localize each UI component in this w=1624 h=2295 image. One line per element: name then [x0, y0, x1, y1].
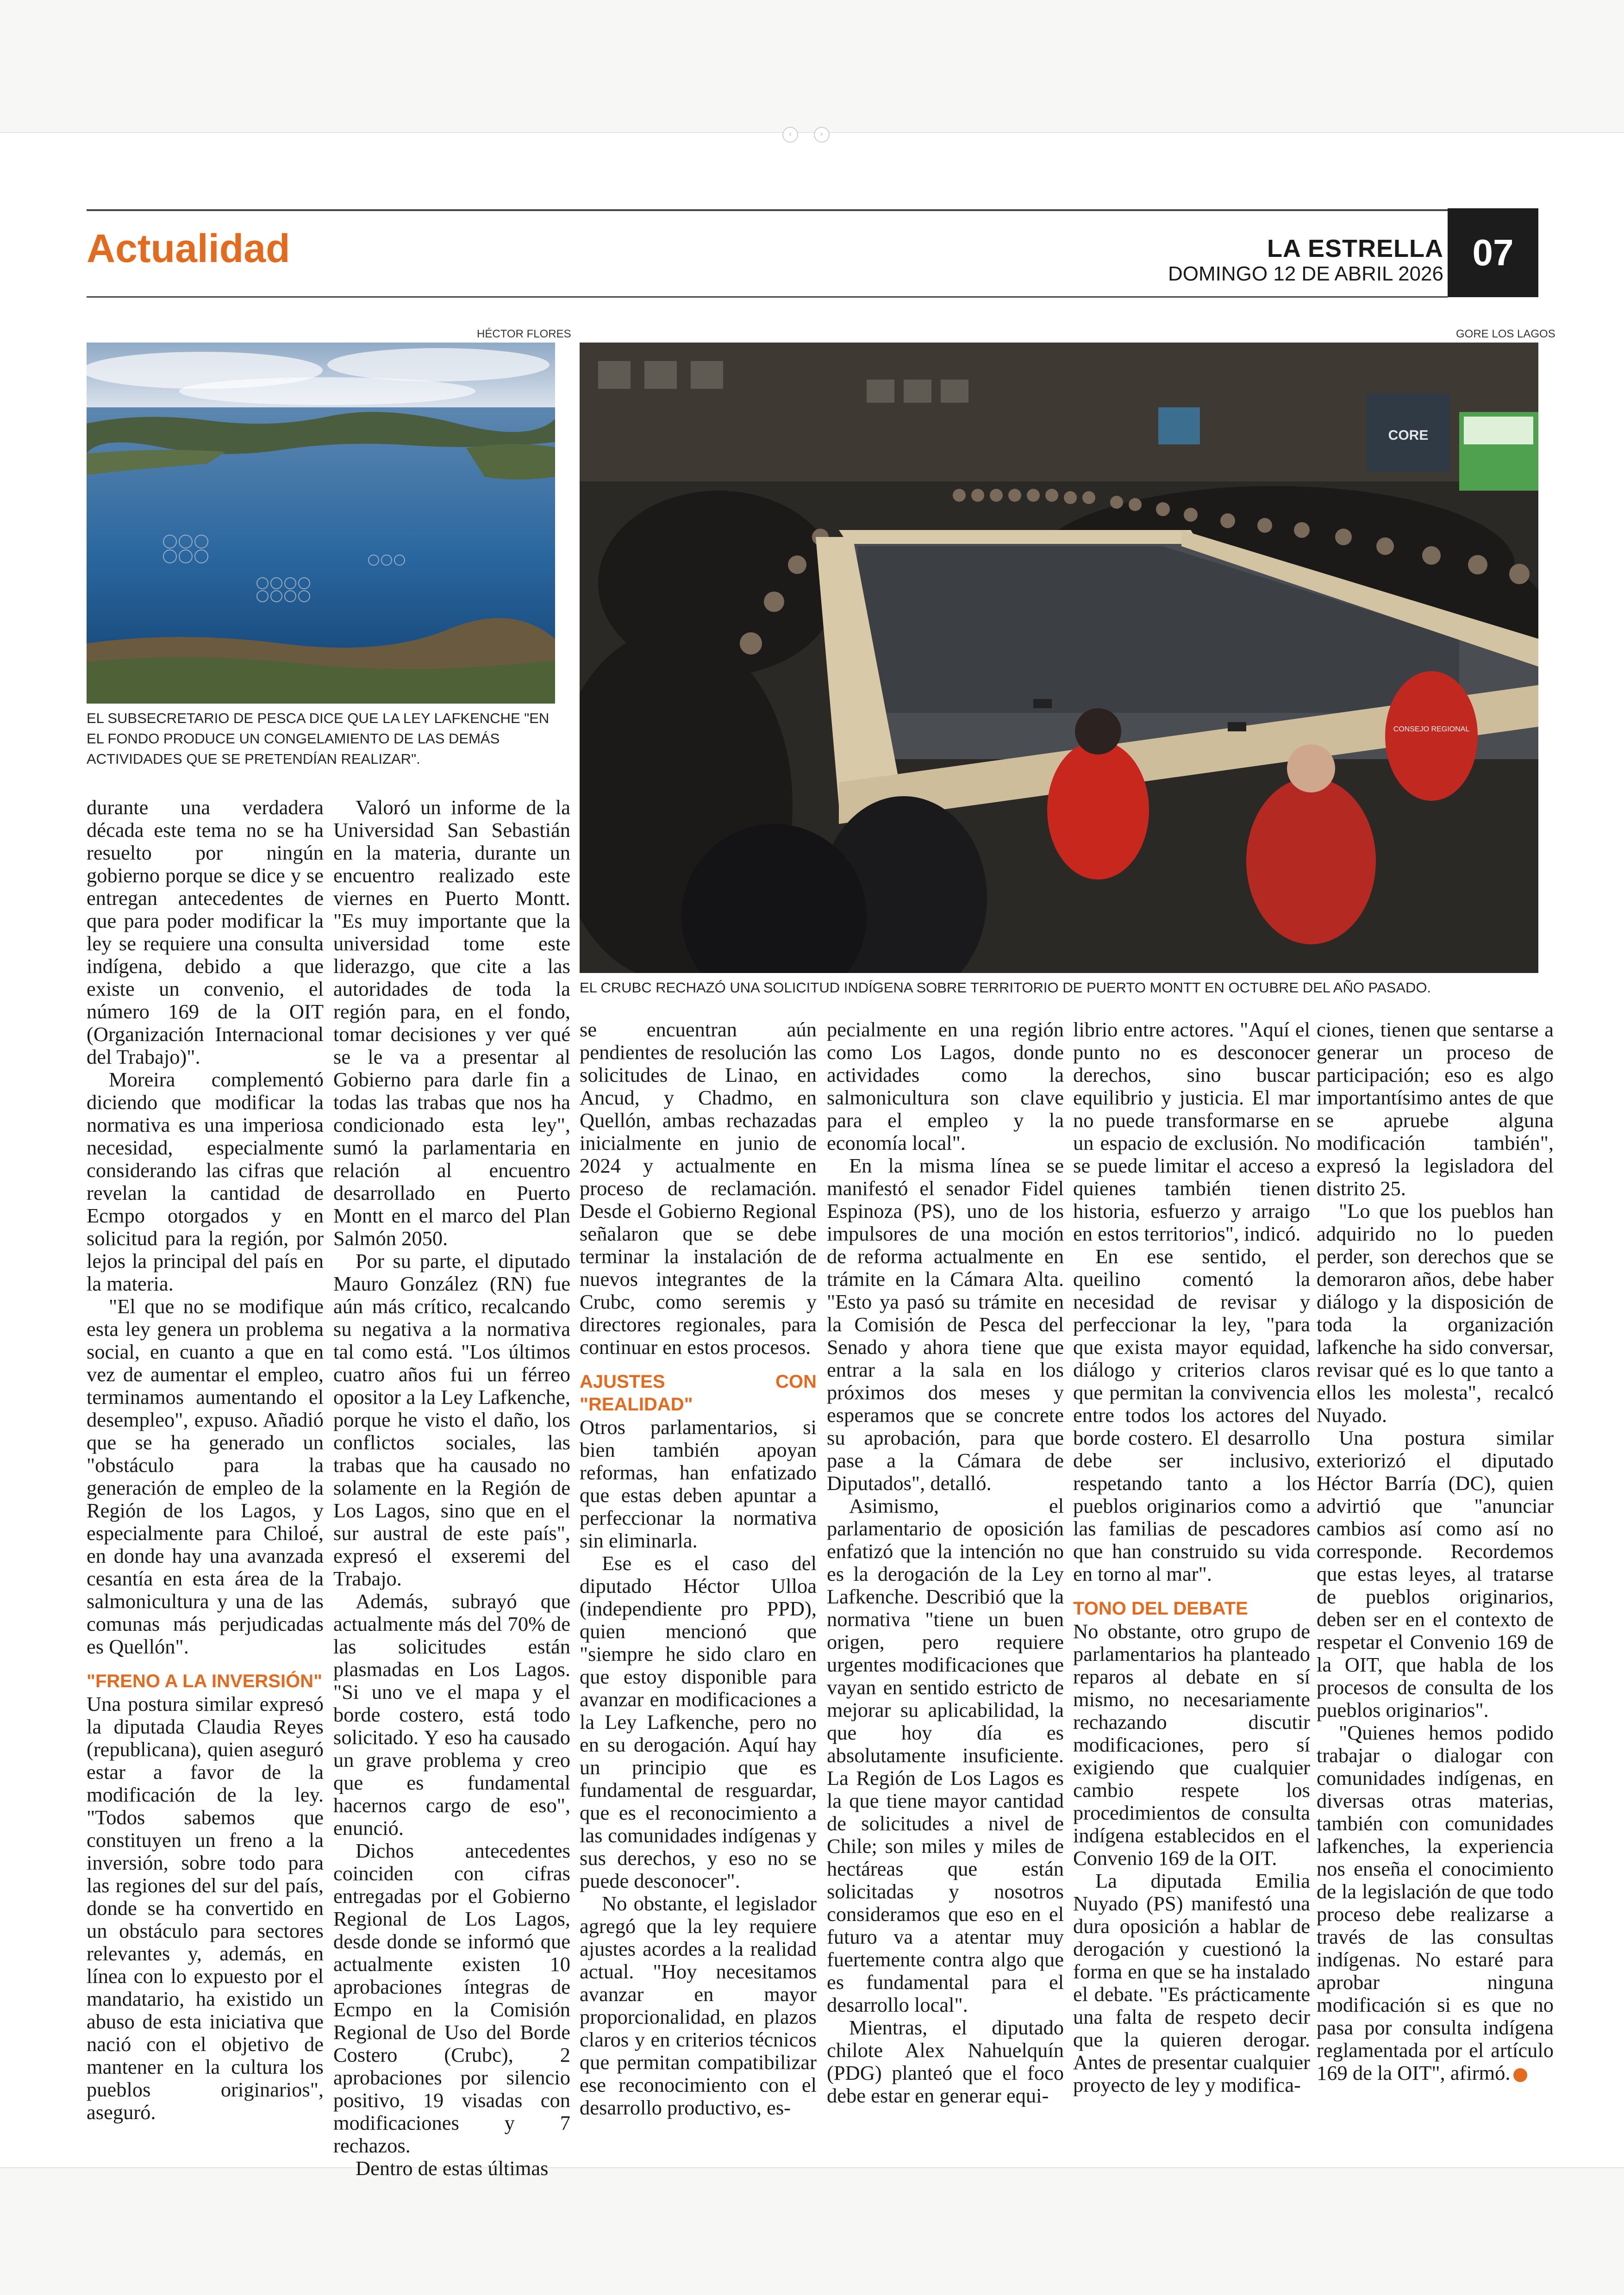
screen-text: CORE: [1388, 428, 1429, 443]
paragraph: En ese sentido, el queilino comentó la necesidad de revisar y perfeccionar la ley, "para que exista mayor equidad, diálogo y criterios claros que permitan la convivencia entre todos los actores del borde costero. El desarrollo debe ser inclusivo, respetando tanto a los pueblos originarios como a las familias de pescadores que han construido su vida en torno al mar".: [1073, 1245, 1310, 1585]
article-end-icon: +: [1513, 2068, 1527, 2082]
section-title: Actualidad: [87, 226, 290, 271]
council-meeting-illustration: [580, 343, 1538, 973]
paragraph: Una postura similar expresó la diputada Claudia Reyes (republicana), quien aseguró estar a favor de la modificación de la ley. "Todos sabemos que constituyen un freno a la inversión, sobre todo para las regiones del sur del país, donde se ha convertido en un obstáculo para sectores relevantes y, además, en línea con lo expuesto por el mandatario, ha existido un abuso de esta iniciativa que nació con el objetivo de mantener en la cultura los pueblos originarios", aseguró.: [87, 1692, 324, 2124]
article-column-3: [580, 1018, 817, 2119]
paragraph: Valoró un informe de la Universidad San Sebastián en la materia, durante un encuentro realizado este viernes en Puerto Montt. "Es muy importante que la universidad tome este liderazgo, que cite a las autoridades de toda la región para, en el fondo, tomar decisiones y ver qué se le va a presentar al Gobierno para darle fin a todas las trabas que nos ha condicionado esta ley", sumó la parlamentaria en relación al encuentro desarrollado en Puerto Montt en el marco del Plan Salmón 2050.: [333, 796, 570, 1250]
paragraph: Ese es el caso del diputado Héctor Ulloa (independiente pro PPD), quien mencionó que "siempre he sido claro en que estoy disponible para avanzar en modificaciones a la Ley Lafkenche, pero no en su derogación. Aquí hay un principio que es fundamental de resguardar, que es el reconocimiento a las comunidades indígenas y sus derechos, y eso no se puede desconocer".: [580, 1552, 817, 1892]
paragraph: durante una verdadera década este tema no se ha resuelto por ningún gobierno porque se dice y se entregan antecedentes de que para poder modificar la ley se requiere una consulta indígena, debido a que existe un convenio, el número 169 de la OIT (Organización Internacional del Trabajo)".: [87, 796, 324, 1068]
jacket-text: CONSEJO REGIONAL: [1393, 725, 1470, 733]
photo-left-caption: EL SUBSECRETARIO DE PESCA DICE QUE LA LEY LAFKENCHE "EN EL FONDO PRODUCE UN CONGELAMIENTO DE LAS DEMÁS ACTIVIDADES QUE SE PRETENDÍAN REALIZAR".: [87, 710, 550, 767]
article-column-1: [87, 796, 324, 2124]
paragraph: Dentro de estas últimas: [356, 2157, 549, 2180]
paragraph: Una postura similar exteriorizó el diputado Héctor Barría (DC), quien advirtió que "anunciar cambios así como así no corresponde. Recordemos que estas leyes, al tratarse de pueblos originarios, deben ser en el contexto de respetar el Convenio 169 de la OIT, que habla de los procesos de consulta de los pueblos originarios".: [1317, 1426, 1554, 1721]
council-meeting-photo: [580, 343, 1538, 973]
paragraph: Por su parte, el diputado Mauro González (RN) fue aún más crítico, recalcando su negativa a la normativa tal como está. "Los últimos cuatro años fui un férreo opositor a la Ley Lafkenche, porque he visto el daño, los conflictos sociales, las trabas que ha causado no solamente en la Región de Los Lagos, sino que en el sur austral de este país", expresó el exseremi del Trabajo.: [333, 1249, 570, 1590]
paragraph: "El que no se modifique esta ley genera un problema social, en cuanto a que en vez de aumentar el empleo, terminamos aumentando el desempleo", expuso. Añadió que se ha generado un "obstáculo para la generación de empleo de la Región de los Lagos, y especialmente para Chiloé, en donde hay una avanzada cesantía en esta área de la salmonicultura y una de las comunas más perjudicadas es Quellón".: [87, 1295, 324, 1658]
next-page-button[interactable]: ›: [814, 127, 830, 143]
paragraph: La diputada Emilia Nuyado (PS) manifestó una dura oposición a hablar de derogación y cuestionó la forma en que se ha instalado el debate. "Es prácticamente una falta de respeto decir que la quieren derogar. Antes de presentar cualquier proyecto de ley y modifica-: [1073, 1869, 1310, 2096]
subheading-tono-debate: TONO DEL DEBATE: [1073, 1598, 1248, 1619]
page-number: 07: [1448, 208, 1538, 297]
paragraph: En la misma línea se manifestó el senador Fidel Espinoza (PS), uno de los impulsores de una moción de reforma actualmente en trámite en la Cámara Alta. "Esto ya pasó su trámite en la Comisión de Pesca del Senado y ahora tiene que entrar a la sala en los próximos dos meses y esperamos que se concrete su aprobación, para que pase a la Cámara de Diputados", detalló.: [827, 1154, 1064, 1495]
newspaper-name: LA ESTRELLA: [1267, 235, 1443, 262]
paragraph: [1317, 1721, 1554, 2084]
article-column-2: [333, 796, 570, 2180]
paragraph: "Lo que los pueblos han adquirido no lo pueden perder, son derechos que se demoraron años, debe haber diálogo y la disposición de toda la organización lafkenche ha sido conversar, revisar qué es lo que tanto a ellos les molesta", recalcó Nuyado.: [1317, 1199, 1554, 1427]
paragraph: Dichos antecedentes coinciden con cifras entregadas por el Gobierno Regional de Los Lagos, desde donde se informó que actualmente existen 10 aprobaciones íntegras de Ecmpo en la Comisión Regional de Uso del Borde Costero (Crubc), 2 aprobaciones por silencio positivo, 19 visadas con modificaciones y 7 rechazos.: [333, 1839, 570, 2157]
article-column-6: [1317, 1018, 1554, 2084]
paragraph: Además, subrayó que actualmente más del 70% de las solicitudes están plasmadas en Los Lagos. "Si uno ve el mapa y el borde costero, está todo solicitado. Y eso ha causado un grave problema y creo que es fundamental hacernos cargo de eso", enunció.: [333, 1590, 570, 1840]
article-column-4: [827, 1018, 1064, 2107]
paragraph: No obstante, otro grupo de parlamentarios ha planteado reparos al debate en sí mismo, no necesariamente rechazando discutir modificaciones, pero sí exigiendo que cualquier cambio respete los procedimientos de consulta indígena establecidos en el Convenio 169 de la OIT.: [1073, 1620, 1310, 1870]
paragraph: pecialmente en una región como Los Lagos, donde actividades como la salmonicultura son clave para el empleo y la economía local".: [827, 1018, 1064, 1154]
subheading-ajustes-realidad: AJUSTES CON "REALIDAD": [580, 1372, 817, 1415]
masthead: [1168, 235, 1443, 286]
header-rule-bottom: [87, 296, 1448, 298]
photo-main-credit: GORE LOS LAGOS: [1456, 328, 1555, 340]
paragraph: se encuentran aún pendientes de resolución las solicitudes de Linao, en Ancud, y Chadmo, en Quellón, ambas rechazadas inicialmente en junio de 2024 y actualmente en proceso de reclamación. Desde el Gobierno Regional señalaron que se debe terminar la instalación de nuevos integrantes de la Crubc, como seremis y directores regionales, para continuar en estos procesos.: [580, 1018, 817, 1359]
issue-date: DOMINGO 12 DE ABRIL 2026: [1168, 262, 1443, 285]
paragraph-text: "Quienes hemos podido trabajar o dialogar con comunidades indígenas, en diversas otras materias, también con comunidades lafkenches, la experiencia nos enseña el conocimiento de la legislación de que todo proceso debe realizarse a través de las consultas indígenas. No estaré para aprobar ninguna modificación si es que no pasa por consulta indígena reglamentada por el artículo 169 de la OIT", afirmó.: [1317, 1721, 1554, 2084]
photo-main-caption: EL CRUBC RECHAZÓ UNA SOLICITUD INDÍGENA SOBRE TERRITORIO DE PUERTO MONTT EN OCTUBRE DEL AÑO PASADO.: [580, 979, 1431, 996]
previous-page-button[interactable]: ‹: [782, 127, 798, 143]
paragraph: librio entre actores. "Aquí el punto no es desconocer derechos, sino buscar equilibrio y justicia. El mar no puede transformarse en un espacio de exclusión. No se puede limitar el acceso a quienes también tienen historia, esfuerzo y arraigo en estos territorios", indicó.: [1073, 1018, 1310, 1245]
paragraph: Mientras, el diputado chilote Alex Nahuelquín (PDG) planteó que el foco debe estar en generar equi-: [827, 2016, 1064, 2107]
header-rule-top: [87, 209, 1448, 211]
paragraph: Moreira complementó diciendo que modificar la normativa es una imperiosa necesidad, especialmente considerando las cifras que revelan la cantidad de Ecmpo otorgados y en solicitud para la región, por lejos la principal del país en la materia.: [87, 1068, 324, 1295]
page-navigation: [782, 127, 830, 143]
aerial-coast-photo: [87, 343, 555, 704]
subheading-freno-inversion: "FRENO A LA INVERSIÓN": [87, 1671, 323, 1691]
aerial-coast-illustration: [87, 343, 555, 704]
photo-left-credit: HÉCTOR FLORES: [477, 328, 571, 340]
article-column-5: [1073, 1018, 1310, 2096]
paragraph: ciones, tienen que sentarse a generar un proceso de participación; eso es algo importantísimo antes de que se apruebe alguna modificación también", expresó la legisladora del distrito 25.: [1317, 1018, 1554, 1200]
paragraph: Asimismo, el parlamentario de oposición enfatizó que la intención no es la derogación de la Ley Lafkenche. Describió que la normativa "tiene un buen origen, pero requiere urgentes modificaciones que vayan en sentido estricto de mejorar su aplicabilidad, la que hoy día es absolutamente insuficiente. La Región de Los Lagos es la que tiene mayor cantidad de solicitudes a nivel de Chile; son miles y miles de hectáreas que están solicitadas y nosotros consideramos que eso en el futuro va a atentar muy fuertemente contra algo que es fundamental para el desarrollo local".: [827, 1494, 1064, 2016]
paragraph: No obstante, el legislador agregó que la ley requiere ajustes acordes a la realidad actual. "Hoy necesitamos avanzar en mayor proporcionalidad, en plazos claros y en criterios técnicos que permitan compatibilizar ese reconocimiento con el desarrollo productivo, es-: [580, 1892, 817, 2119]
paragraph: Otros parlamentarios, si bien también apoyan reformas, han enfatizado que estas deben apuntar a perfeccionar la normativa sin eliminarla.: [580, 1416, 817, 1552]
